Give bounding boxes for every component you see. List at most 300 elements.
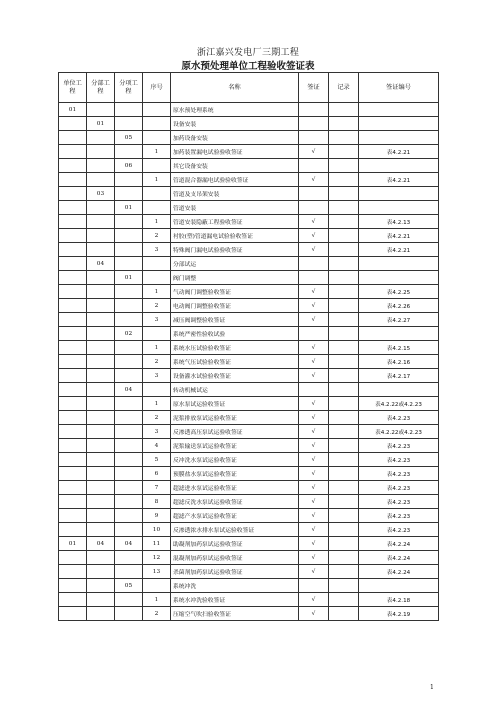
cell-unit xyxy=(59,453,87,467)
cell-record xyxy=(329,593,359,607)
cell-item xyxy=(115,243,143,257)
cell-code: 表4.2.24 xyxy=(359,565,439,579)
cell-item xyxy=(115,187,143,201)
cell-record xyxy=(329,341,359,355)
cell-code xyxy=(359,159,439,173)
cell-sign: √ xyxy=(299,607,329,621)
cell-sign xyxy=(299,383,329,397)
cell-seq: 1 xyxy=(143,285,171,299)
cell-seq: 3 xyxy=(143,425,171,439)
cell-unit xyxy=(59,523,87,537)
cell-part: 04 xyxy=(87,257,115,271)
cell-item: 06 xyxy=(115,159,143,173)
cell-unit: 01 xyxy=(59,103,87,117)
cell-name: 原水泵试运验收签证 xyxy=(171,397,299,411)
cell-item xyxy=(115,355,143,369)
cell-seq: 2 xyxy=(143,607,171,621)
cell-part xyxy=(87,145,115,159)
cell-code: 表4.2.21 xyxy=(359,229,439,243)
cell-code: 表4.2.23 xyxy=(359,453,439,467)
table-row xyxy=(59,607,439,621)
cell-item xyxy=(115,523,143,537)
col-sign-header: 签证 xyxy=(299,73,329,103)
cell-name: 超滤反洗水泵试运验收签证 xyxy=(171,495,299,509)
cell-item: 04 xyxy=(115,537,143,551)
cell-unit xyxy=(59,243,87,257)
cell-item xyxy=(115,425,143,439)
cell-unit xyxy=(59,201,87,215)
table-row xyxy=(59,537,439,551)
cell-name: 助凝剂加药泵试运验收签证 xyxy=(171,537,299,551)
cell-item xyxy=(115,439,143,453)
table-row xyxy=(59,201,439,215)
cell-part xyxy=(87,383,115,397)
cell-seq: 4 xyxy=(143,439,171,453)
cell-record xyxy=(329,103,359,117)
table-row xyxy=(59,299,439,313)
cell-part xyxy=(87,453,115,467)
cell-unit xyxy=(59,131,87,145)
col-code-header: 签证编号 xyxy=(359,73,439,103)
cell-item: 05 xyxy=(115,131,143,145)
cell-record xyxy=(329,145,359,159)
cell-code xyxy=(359,579,439,593)
cell-seq: 1 xyxy=(143,173,171,187)
cell-part xyxy=(87,425,115,439)
cell-sign: √ xyxy=(299,411,329,425)
cell-unit xyxy=(59,411,87,425)
cell-item xyxy=(115,117,143,131)
cell-unit xyxy=(59,551,87,565)
cell-sign xyxy=(299,103,329,117)
cell-record xyxy=(329,271,359,285)
cell-code: 表4.2.23 xyxy=(359,495,439,509)
table-row xyxy=(59,257,439,271)
cell-name: 管道及支吊架安装 xyxy=(171,187,299,201)
cell-item: 01 xyxy=(115,201,143,215)
cell-seq: 8 xyxy=(143,495,171,509)
cell-name: 气动阀门调整验收签证 xyxy=(171,285,299,299)
cell-name: 特殊阀门漏电试验验收签证 xyxy=(171,243,299,257)
cell-seq xyxy=(143,187,171,201)
cell-item xyxy=(115,453,143,467)
cell-part xyxy=(87,243,115,257)
table-row xyxy=(59,467,439,481)
table-row xyxy=(59,103,439,117)
table-row xyxy=(59,495,439,509)
cell-part xyxy=(87,495,115,509)
cell-seq: 1 xyxy=(143,341,171,355)
cell-code: 表4.2.16 xyxy=(359,355,439,369)
cell-unit xyxy=(59,215,87,229)
cell-record xyxy=(329,383,359,397)
cell-seq: 1 xyxy=(143,215,171,229)
cell-seq: 7 xyxy=(143,481,171,495)
cell-seq: 6 xyxy=(143,467,171,481)
cell-item xyxy=(115,397,143,411)
cell-code xyxy=(359,327,439,341)
cell-item xyxy=(115,257,143,271)
cell-unit xyxy=(59,187,87,201)
cell-unit xyxy=(59,285,87,299)
cell-unit xyxy=(59,173,87,187)
cell-part xyxy=(87,481,115,495)
cell-name: 系统气压试验验收签证 xyxy=(171,355,299,369)
cell-item xyxy=(115,495,143,509)
cell-record xyxy=(329,467,359,481)
cell-item xyxy=(115,565,143,579)
cell-name: 系统水压试验验收签证 xyxy=(171,341,299,355)
cell-unit xyxy=(59,257,87,271)
cell-name: 杀菌剂加药泵试运验收签证 xyxy=(171,565,299,579)
cell-item xyxy=(115,411,143,425)
cell-code xyxy=(359,103,439,117)
cell-name: 系统冲洗 xyxy=(171,579,299,593)
cell-seq: 3 xyxy=(143,243,171,257)
table-row xyxy=(59,593,439,607)
cell-code: 表4.2.13 xyxy=(359,215,439,229)
cell-name: 其它设备安装 xyxy=(171,159,299,173)
cell-seq xyxy=(143,103,171,117)
cell-part: 04 xyxy=(87,537,115,551)
cell-code: 表4.2.23 xyxy=(359,439,439,453)
cell-name: 反冲洗水泵试运验收签证 xyxy=(171,453,299,467)
cell-unit xyxy=(59,229,87,243)
table-row xyxy=(59,579,439,593)
cell-record xyxy=(329,495,359,509)
cell-sign xyxy=(299,187,329,201)
table-row xyxy=(59,411,439,425)
cell-sign: √ xyxy=(299,285,329,299)
cell-name: 管道混合器漏电试验验收签证 xyxy=(171,173,299,187)
cell-item: 01 xyxy=(115,271,143,285)
col-name-header: 名称 xyxy=(171,73,299,103)
cell-unit xyxy=(59,299,87,313)
cell-seq: 9 xyxy=(143,509,171,523)
table-row xyxy=(59,425,439,439)
cell-record xyxy=(329,551,359,565)
cell-item: 04 xyxy=(115,383,143,397)
cell-record xyxy=(329,327,359,341)
cell-name: 超滤进水泵试运验收签证 xyxy=(171,481,299,495)
cell-sign: √ xyxy=(299,355,329,369)
cell-item xyxy=(115,551,143,565)
cell-part xyxy=(87,159,115,173)
cell-name: 转动机械试运 xyxy=(171,383,299,397)
cell-part xyxy=(87,579,115,593)
cell-item xyxy=(115,229,143,243)
cell-unit xyxy=(59,159,87,173)
table-row xyxy=(59,243,439,257)
cell-sign: √ xyxy=(299,509,329,523)
cell-seq: 2 xyxy=(143,411,171,425)
table-row xyxy=(59,117,439,131)
cell-unit xyxy=(59,383,87,397)
cell-name: 系统严密性验收试验 xyxy=(171,327,299,341)
table-row xyxy=(59,341,439,355)
cell-part xyxy=(87,313,115,327)
cell-sign xyxy=(299,327,329,341)
cell-part xyxy=(87,565,115,579)
cell-code: 表4.2.18 xyxy=(359,593,439,607)
cell-code: 表4.2.22或4.2.23 xyxy=(359,425,439,439)
cell-name: 设备灌水试验验收签证 xyxy=(171,369,299,383)
cell-part xyxy=(87,103,115,117)
cell-unit xyxy=(59,607,87,621)
cell-part xyxy=(87,215,115,229)
cell-code: 表4.2.19 xyxy=(359,607,439,621)
cell-sign: √ xyxy=(299,425,329,439)
cell-seq: 5 xyxy=(143,453,171,467)
cell-record xyxy=(329,131,359,145)
cell-sign xyxy=(299,271,329,285)
cell-sign: √ xyxy=(299,313,329,327)
cell-item xyxy=(115,607,143,621)
cell-seq: 3 xyxy=(143,313,171,327)
col-seq-header: 序号 xyxy=(143,73,171,103)
cell-sign: √ xyxy=(299,537,329,551)
cell-seq: 1 xyxy=(143,593,171,607)
cell-sign: √ xyxy=(299,229,329,243)
cell-record xyxy=(329,215,359,229)
cell-part xyxy=(87,285,115,299)
table-row xyxy=(59,159,439,173)
cell-record xyxy=(329,257,359,271)
cell-seq: 2 xyxy=(143,355,171,369)
cell-code: 表4.2.24 xyxy=(359,537,439,551)
cell-code xyxy=(359,271,439,285)
cell-item xyxy=(115,299,143,313)
cell-code: 表4.2.24 xyxy=(359,551,439,565)
cell-item xyxy=(115,593,143,607)
table-row xyxy=(59,523,439,537)
cell-record xyxy=(329,159,359,173)
table-row xyxy=(59,327,439,341)
table-row xyxy=(59,551,439,565)
col-unit-header: 单位工程 xyxy=(59,73,87,103)
cell-unit xyxy=(59,495,87,509)
cell-record xyxy=(329,537,359,551)
document-title: 浙江嘉兴发电厂三期工程 xyxy=(196,48,300,58)
cell-code: 表4.2.23 xyxy=(359,411,439,425)
cell-record xyxy=(329,481,359,495)
cell-name: 管道安装隐蔽工程验收签证 xyxy=(171,215,299,229)
cell-name: 分部试运 xyxy=(171,257,299,271)
cell-name: 反渗透高压泵试运验收签证 xyxy=(171,425,299,439)
table-row xyxy=(59,285,439,299)
cell-code xyxy=(359,201,439,215)
cell-seq: 1 xyxy=(143,145,171,159)
cell-unit xyxy=(59,481,87,495)
cell-unit xyxy=(59,565,87,579)
cell-seq xyxy=(143,159,171,173)
cell-name: 阀门调整 xyxy=(171,271,299,285)
cell-seq: 2 xyxy=(143,299,171,313)
cell-part: 03 xyxy=(87,187,115,201)
cell-record xyxy=(329,509,359,523)
cell-name: 管道安装 xyxy=(171,201,299,215)
cell-unit: 01 xyxy=(59,537,87,551)
cell-sign xyxy=(299,257,329,271)
table-row xyxy=(59,439,439,453)
cell-sign: √ xyxy=(299,397,329,411)
cell-name: 压缩空气吹扫验收签证 xyxy=(171,607,299,621)
table-row xyxy=(59,369,439,383)
cell-sign: √ xyxy=(299,243,329,257)
cell-record xyxy=(329,411,359,425)
cell-name: 泥浆输送泵试运验收签证 xyxy=(171,439,299,453)
cell-seq: 13 xyxy=(143,565,171,579)
cell-item xyxy=(115,103,143,117)
cell-part xyxy=(87,355,115,369)
cell-sign xyxy=(299,131,329,145)
document-subtitle: 原水预处理单位工程验收签证表 xyxy=(181,61,315,72)
cell-item: 02 xyxy=(115,327,143,341)
page-number: 1 xyxy=(430,684,434,691)
cell-sign: √ xyxy=(299,481,329,495)
table-header-row xyxy=(59,73,439,103)
cell-seq: 11 xyxy=(143,537,171,551)
cell-record xyxy=(329,523,359,537)
cell-part xyxy=(87,369,115,383)
cell-item xyxy=(115,467,143,481)
cell-seq xyxy=(143,271,171,285)
cell-unit xyxy=(59,327,87,341)
table-row xyxy=(59,215,439,229)
table-row xyxy=(59,509,439,523)
cell-code: 表4.2.21 xyxy=(359,243,439,257)
table-row xyxy=(59,565,439,579)
cell-unit xyxy=(59,145,87,159)
cell-sign: √ xyxy=(299,495,329,509)
cell-part xyxy=(87,439,115,453)
cell-sign xyxy=(299,159,329,173)
cell-item xyxy=(115,369,143,383)
cell-record xyxy=(329,299,359,313)
acceptance-table xyxy=(58,72,439,621)
cell-sign: √ xyxy=(299,215,329,229)
cell-sign: √ xyxy=(299,467,329,481)
cell-code xyxy=(359,383,439,397)
cell-item xyxy=(115,215,143,229)
cell-part: 01 xyxy=(87,117,115,131)
cell-sign: √ xyxy=(299,439,329,453)
cell-record xyxy=(329,355,359,369)
cell-part xyxy=(87,173,115,187)
cell-record xyxy=(329,579,359,593)
col-record-header: 记录 xyxy=(329,73,359,103)
cell-code: 表4.2.26 xyxy=(359,299,439,313)
cell-item xyxy=(115,481,143,495)
cell-sign: √ xyxy=(299,299,329,313)
cell-name: 混凝剂加药泵试运验收签证 xyxy=(171,551,299,565)
cell-record xyxy=(329,285,359,299)
cell-seq xyxy=(143,327,171,341)
cell-seq xyxy=(143,201,171,215)
cell-unit xyxy=(59,271,87,285)
cell-unit xyxy=(59,425,87,439)
cell-sign: √ xyxy=(299,173,329,187)
cell-record xyxy=(329,173,359,187)
cell-name: 原水预处理系统 xyxy=(171,103,299,117)
table-row xyxy=(59,313,439,327)
cell-code xyxy=(359,257,439,271)
cell-part xyxy=(87,593,115,607)
cell-record xyxy=(329,397,359,411)
cell-part xyxy=(87,229,115,243)
cell-sign xyxy=(299,201,329,215)
cell-sign: √ xyxy=(299,341,329,355)
cell-item xyxy=(115,173,143,187)
cell-sign xyxy=(299,579,329,593)
cell-sign: √ xyxy=(299,551,329,565)
cell-part xyxy=(87,411,115,425)
cell-item xyxy=(115,509,143,523)
cell-part xyxy=(87,509,115,523)
cell-code xyxy=(359,117,439,131)
cell-record xyxy=(329,243,359,257)
col-item-header: 分项工程 xyxy=(115,73,143,103)
cell-seq xyxy=(143,579,171,593)
cell-part xyxy=(87,131,115,145)
cell-seq: 2 xyxy=(143,229,171,243)
cell-item xyxy=(115,313,143,327)
cell-part xyxy=(87,341,115,355)
cell-seq: 10 xyxy=(143,523,171,537)
cell-record xyxy=(329,187,359,201)
table-row xyxy=(59,187,439,201)
cell-unit xyxy=(59,369,87,383)
cell-sign: √ xyxy=(299,593,329,607)
cell-code xyxy=(359,131,439,145)
table-row xyxy=(59,383,439,397)
cell-code: 表4.2.17 xyxy=(359,369,439,383)
cell-code: 表4.2.21 xyxy=(359,173,439,187)
cell-part xyxy=(87,467,115,481)
cell-sign: √ xyxy=(299,453,329,467)
cell-name: 系统水冲洗验收签证 xyxy=(171,593,299,607)
cell-part xyxy=(87,551,115,565)
cell-unit xyxy=(59,579,87,593)
table-row xyxy=(59,453,439,467)
cell-seq xyxy=(143,117,171,131)
cell-part xyxy=(87,523,115,537)
table-row xyxy=(59,355,439,369)
cell-unit xyxy=(59,341,87,355)
cell-code: 表4.2.15 xyxy=(359,341,439,355)
cell-record xyxy=(329,369,359,383)
cell-code: 表4.2.23 xyxy=(359,467,439,481)
cell-code xyxy=(359,187,439,201)
cell-name: 反渗透浓水排水泵试运验收签证 xyxy=(171,523,299,537)
cell-record xyxy=(329,439,359,453)
cell-seq: 12 xyxy=(143,551,171,565)
table-row xyxy=(59,131,439,145)
cell-name: 加药装置漏电试验验收签证 xyxy=(171,145,299,159)
cell-name: 加药设备安装 xyxy=(171,131,299,145)
cell-part xyxy=(87,201,115,215)
cell-sign: √ xyxy=(299,369,329,383)
cell-record xyxy=(329,565,359,579)
cell-seq: 3 xyxy=(143,369,171,383)
cell-part xyxy=(87,327,115,341)
cell-unit xyxy=(59,117,87,131)
cell-record xyxy=(329,117,359,131)
cell-record xyxy=(329,607,359,621)
cell-name: 衬胶(塑)管道漏电试验验收签证 xyxy=(171,229,299,243)
cell-code: 表4.2.25 xyxy=(359,285,439,299)
cell-part xyxy=(87,397,115,411)
